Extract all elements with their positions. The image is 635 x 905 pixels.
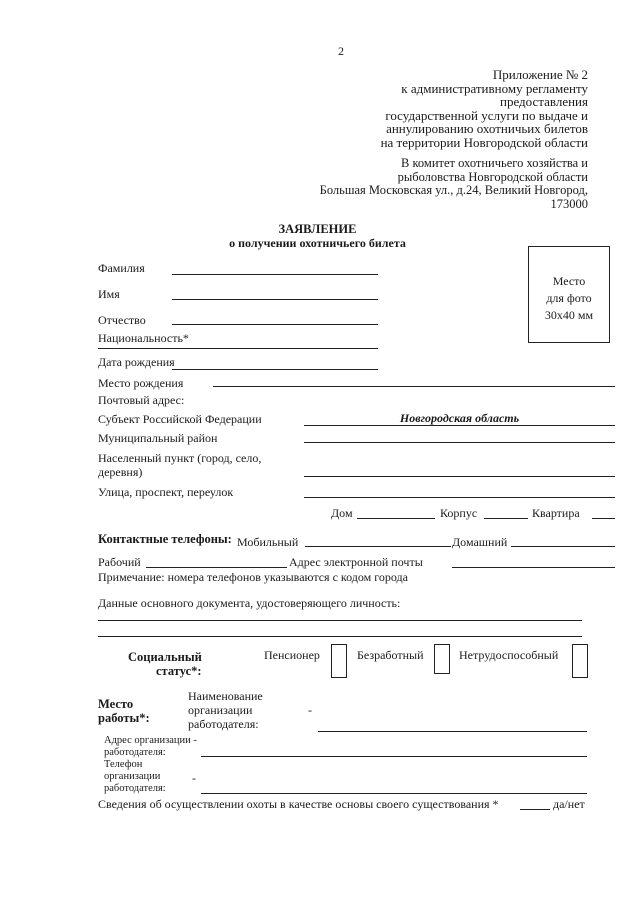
employer-phone-field[interactable]	[201, 793, 587, 794]
work-place-label: Место	[98, 697, 134, 711]
employer-address-label-cont: работодателя:	[104, 747, 166, 758]
photo-box	[528, 246, 610, 343]
photo-label: Место	[552, 274, 586, 288]
recipient-block	[320, 157, 588, 211]
appendix-line: на территории Новгородской области	[380, 134, 588, 150]
employer-name-field[interactable]	[318, 731, 587, 732]
appendix-line: к административному регламенту	[401, 80, 588, 96]
employer-address-field[interactable]	[201, 756, 587, 757]
page-number: 2	[338, 44, 344, 58]
recipient-line: рыболовства Новгородской области	[397, 169, 588, 184]
social-status-label-cont: статус*:	[156, 664, 202, 678]
identity-doc-label: Данные основного документа, удостоверяющего личность:	[98, 596, 401, 610]
patronymic-label: Отчество	[98, 313, 146, 327]
house-label: Дом	[331, 506, 353, 520]
employer-phone-dash: -	[192, 771, 196, 785]
settlement-label-cont: деревня)	[98, 465, 143, 479]
not-working-label: Нетрудоспособный	[459, 648, 559, 662]
appendix-title: Приложение № 2	[492, 67, 588, 82]
photo-label: 30х40 мм	[544, 308, 594, 322]
email-field[interactable]	[452, 567, 615, 568]
employer-dash: -	[308, 703, 312, 717]
employer-name-label-cont: организации	[188, 703, 253, 717]
email-label: Адрес электронной почты	[289, 555, 423, 569]
social-status-label: Социальный	[128, 650, 202, 664]
appendix-line: предоставления	[500, 94, 588, 109]
work-phone-label: Рабочий	[98, 555, 141, 569]
employer-phone-label-cont: работодателя:	[104, 783, 166, 794]
employer-phone-label-cont: организации	[104, 771, 161, 782]
building-field[interactable]	[484, 518, 528, 519]
surname-field[interactable]	[172, 274, 378, 275]
apartment-field[interactable]	[592, 518, 615, 519]
not-working-checkbox[interactable]	[572, 644, 588, 678]
pensioner-label: Пенсионер	[264, 648, 320, 662]
subject-label: Субъект Российской Федерации	[98, 412, 262, 426]
identity-doc-field-2[interactable]	[98, 636, 582, 637]
form-title: ЗАЯВЛЕНИЕ	[278, 222, 357, 236]
employer-name-label-cont: работодателя:	[188, 717, 259, 731]
subject-value[interactable]: Новгородская область	[399, 411, 520, 425]
unemployed-checkbox[interactable]	[434, 644, 450, 674]
work-phone-field[interactable]	[146, 567, 287, 568]
birth-place-label: Место рождения	[98, 376, 184, 390]
subject-field[interactable]	[304, 425, 615, 426]
hunting-info-label: Сведения об осуществлении охоты в качестве основы своего существования *	[98, 797, 499, 811]
birth-date-label: Дата рождения	[98, 355, 175, 369]
recipient-line: 173000	[550, 196, 588, 211]
unemployed-label: Безработный	[357, 648, 424, 662]
name-field[interactable]	[172, 299, 378, 300]
appendix-block	[381, 68, 588, 149]
work-place-label-cont: работы*:	[98, 711, 150, 725]
appendix-line: государственной услуги по выдаче и	[385, 107, 588, 123]
building-label: Корпус	[440, 506, 478, 520]
home-field[interactable]	[511, 546, 615, 547]
district-label: Муниципальный район	[98, 431, 218, 445]
photo-label: для фото	[546, 291, 592, 305]
identity-doc-field[interactable]	[98, 620, 582, 621]
nationality-field[interactable]	[98, 348, 378, 349]
house-field[interactable]	[357, 518, 435, 519]
appendix-line: аннулированию охотничьих билетов	[386, 121, 588, 136]
pensioner-checkbox[interactable]	[331, 644, 347, 678]
street-label: Улица, проспект, переулок	[98, 485, 234, 499]
form-subtitle: о получении охотничьего билета	[229, 236, 406, 250]
yes-no-label: да/нет	[553, 797, 585, 811]
recipient-line: В комитет охотничьего хозяйства и	[401, 156, 588, 170]
birth-place-field[interactable]	[213, 386, 615, 387]
home-label: Домашний	[452, 535, 508, 549]
settlement-label: Населенный пункт (город, село,	[98, 451, 262, 465]
postal-address-label: Почтовый адрес:	[98, 393, 185, 407]
birth-date-field[interactable]	[172, 369, 378, 370]
name-label: Имя	[98, 287, 120, 301]
apartment-label: Квартира	[532, 506, 580, 520]
nationality-label: Национальность*	[98, 331, 189, 345]
mobile-label: Мобильный	[237, 535, 299, 549]
surname-label: Фамилия	[98, 261, 145, 275]
patronymic-field[interactable]	[172, 324, 378, 325]
street-field[interactable]	[304, 497, 615, 498]
mobile-field[interactable]	[305, 546, 451, 547]
hunting-info-field[interactable]	[520, 809, 550, 810]
employer-phone-label: Телефон	[104, 759, 143, 770]
contacts-label: Контактные телефоны:	[98, 532, 232, 546]
settlement-field[interactable]	[304, 476, 615, 477]
employer-address-label: Адрес организации -	[104, 735, 197, 746]
contacts-note: Примечание: номера телефонов указываются с кодом города	[98, 570, 408, 584]
recipient-line: Большая Московская ул., д.24, Великий Новгород,	[319, 183, 588, 197]
district-field[interactable]	[304, 442, 615, 443]
employer-name-label: Наименование	[188, 689, 263, 703]
